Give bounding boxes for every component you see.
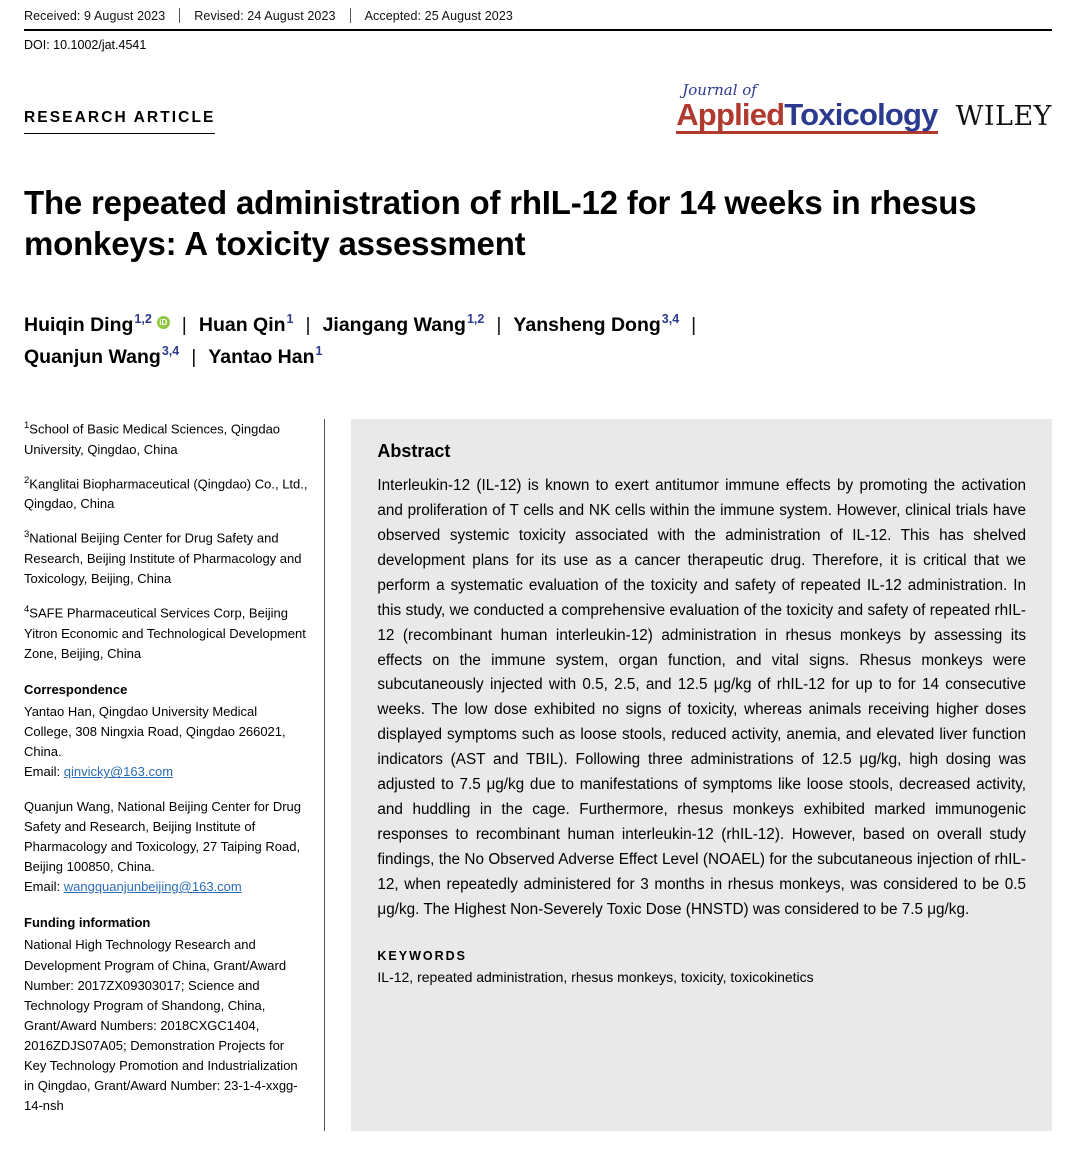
email-label: Email: — [24, 764, 64, 780]
author-separator: | — [305, 313, 311, 336]
author-entry[interactable] — [24, 346, 179, 368]
article-type-label: RESEARCH ARTICLE — [24, 109, 215, 134]
journal-of-label: Journal of — [682, 81, 757, 100]
correspondence-email-link[interactable]: qinvicky@163.com — [63, 764, 174, 780]
doi-line: DOI: 10.1002/jat.4541 — [24, 37, 147, 52]
author-list — [24, 309, 1024, 373]
publisher-wordmark: WILEY — [955, 100, 1052, 132]
affiliation-text: National Beijing Center for Drug Safety and Research, Beijing Institute of Pharmacology and Toxicology, Beijing, China — [24, 530, 302, 586]
affiliation-text: SAFE Pharmaceutical Services Corp, Beijing Yitron Economic and Technological Development Zone, Beijing, China — [24, 605, 306, 661]
abstract-body: Interleukin-12 (IL-12) is known to exert antitumor immune effects by promoting the activation and proliferation of T cells and NK cells within the immune system. However, clinical trials have observed systemic toxicity associated with the administration of IL-12. This has shelved development plans for its use as a cancer therapeutic drug. Therefore, it is critical that we perform a systematic evaluation of the toxicity and safety of repeated IL-12 administration. In this study, we conducted a comprehensive evaluation of the toxicity and safety of repeated rhIL-12 (recombinant human interleukin-12) administration in rhesus monkeys by assessing its effects on the immune system, organ function, and vital signs. Rhesus monkeys were subcutaneously injected with 0.5, 2.5, and 12.5 μg/kg of rhIL-12 for up to for 14 consecutive weeks. The low dose exhibited no signs of toxicity, whereas animals receiving higher doses displayed symptoms such as loose stools, reduced activity, anemia, and elevated liver function indicators (AST and TBIL). Following three administrations of 12.5 μg/kg, high dosing was adjusted to 7.5 μg/kg due to manifestations of symptoms like loose stools, decreased activity, and huddling in the cage. Furthermore, rhesus monkeys exhibited marked immunogenic responses to recombinant human interleukin-12 (rhIL-12). However, based on overall study findings, the No Observed Adverse Effect Level (NOAEL) for the subcutaneous injection of rhIL-12, when repeatedly administered for 3 months in rhesus monkeys, was considered to be 0.5 μg/kg. The Highest Non-Severely Toxic Dose (HNSTD) was considered to be 7.5 μg/kg. — [377, 477, 1026, 918]
correspondence-address: Yantao Han, Qingdao University Medical College, 308 Ningxia Road, Qingdao 266021, China. — [24, 703, 286, 760]
branding-block — [676, 83, 1052, 135]
abstract-heading: Abstract — [377, 441, 451, 462]
email-label: Email: — [24, 879, 64, 895]
journal-title-toxicology: Toxicology — [784, 97, 938, 133]
affiliation-text: School of Basic Medical Sciences, Qingdao University, Qingdao, China — [24, 421, 281, 457]
author-entry[interactable] — [199, 314, 294, 336]
publication-history — [24, 0, 1052, 29]
keywords-list: IL-12, repeated administration, rhesus monkeys, toxicity, toxicokinetics — [377, 968, 814, 985]
affiliation-item — [24, 419, 308, 460]
accepted-date: Accepted: 25 August 2023 — [364, 8, 513, 23]
author-affil-marker: 1 — [286, 312, 294, 327]
author-affil-marker: 1,2 — [466, 312, 485, 327]
orcid-icon[interactable] — [157, 316, 170, 329]
correspondence-entry — [24, 702, 308, 783]
revised-date: Revised: 24 August 2023 — [194, 8, 336, 23]
author-entry[interactable] — [323, 314, 485, 336]
affiliation-text: Kanglitai Biopharmaceutical (Qingdao) Co., Ltd., Qingdao, China — [24, 476, 308, 512]
author-affil-marker: 1 — [315, 344, 323, 359]
received-date: Received: 9 August 2023 — [24, 8, 166, 23]
keywords-heading: KEYWORDS — [377, 948, 468, 963]
affiliation-marker: 1 — [24, 420, 30, 432]
author-name: Huan Qin — [198, 313, 286, 336]
author-entry[interactable] — [513, 314, 679, 336]
abstract-panel — [351, 419, 1052, 1131]
journal-logo — [676, 83, 937, 135]
article-body — [24, 419, 1052, 1131]
author-name: Huiqin Ding — [24, 313, 134, 336]
affiliation-item — [24, 474, 308, 515]
affiliation-marker: 2 — [24, 474, 30, 486]
correspondence-entry — [24, 797, 308, 898]
author-affil-marker: 1,2 — [134, 312, 152, 327]
author-entry[interactable] — [208, 346, 322, 368]
correspondence-label: Correspondence — [24, 681, 128, 697]
journal-title — [676, 97, 938, 133]
journal-title-applied: Applied — [676, 97, 785, 133]
correspondence-email-link[interactable]: wangquanjunbeijing@163.com — [63, 879, 242, 895]
funding-label: Funding information — [24, 915, 151, 931]
column-divider — [324, 419, 325, 1131]
author-name: Yansheng Dong — [513, 313, 661, 336]
author-separator: | — [496, 313, 502, 336]
author-name: Quanjun Wang — [24, 345, 161, 368]
author-separator: | — [181, 313, 187, 336]
metadata-column — [24, 419, 324, 1131]
author-name: Yantao Han — [208, 345, 315, 368]
affiliation-item — [24, 603, 308, 664]
correspondence-address: Quanjun Wang, National Beijing Center for Drug Safety and Research, Beijing Institute of Pharmacology and Toxicology, 27 Taiping Road, Beijing 100850, China. — [24, 798, 301, 874]
page-title: The repeated administration of rhIL-12 for 14 weeks in rhesus monkeys: A toxicity assessment — [24, 183, 977, 263]
affiliation-item — [24, 528, 308, 589]
funding-text: National High Technology Research and Development Program of China, Grant/Award Number: 2017ZX09303017; Science and Technology Program of Shandong, China, Grant/Award Numbers: 2018CXGC1404, 2016ZDJS07A05; Demonstration Projects for Key Technology Promotion and Industrialization in Qingdao, Grant/Award Number: 23-1-4-xxgg-14-nsh — [24, 937, 298, 1114]
author-entry[interactable] — [24, 314, 170, 336]
affiliation-marker: 3 — [24, 529, 30, 541]
affiliation-marker: 4 — [24, 604, 30, 616]
author-separator: | — [691, 313, 697, 336]
article-header-row — [24, 74, 1052, 136]
author-affil-marker: 3,4 — [161, 344, 180, 359]
author-name: Jiangang Wang — [322, 313, 466, 336]
author-separator: | — [191, 345, 197, 368]
author-affil-marker: 3,4 — [661, 312, 680, 327]
